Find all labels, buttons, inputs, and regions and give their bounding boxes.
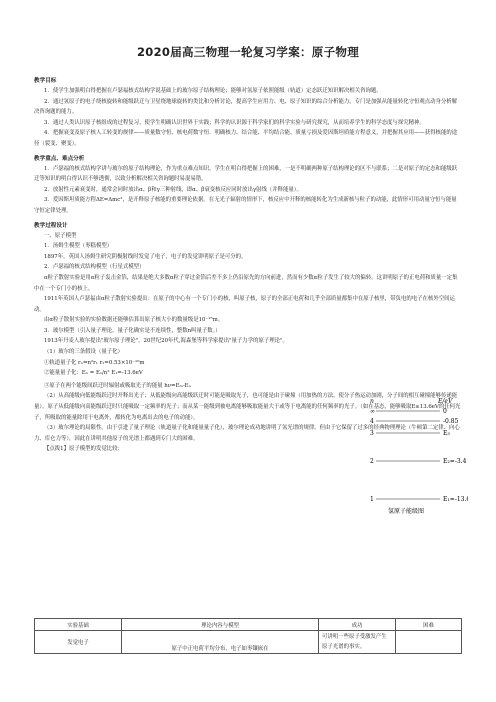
- table-row: [35, 631, 462, 654]
- cell-difficulty: [396, 631, 462, 654]
- cell-experiment: 发觉电子: [35, 631, 122, 654]
- postulates-heading: （1）玻尔的三条假设（量子化）: [44, 349, 123, 356]
- subsection-heading: 3．玻尔模型（引入量子理论，量子化确实是不连续性，整数n叫量子数。）: [44, 327, 221, 334]
- column-header: 理论内容与模型: [122, 619, 319, 631]
- goal-item: 4．把握衰变及原子核人工转变的规律——质量数守恒、核电荷数守恒．明确核力、结合能、平均结合能、质量亏损及爱因斯坦质能方程意义，并把握其应用——获得核能的途径（裂变、聚变）。: [34, 130, 458, 147]
- column-header: 实验基础: [35, 619, 122, 631]
- paragraph: （3）玻尔理论的局限性。由于引进了量子理论（轨道量子化和能量量子化），玻尔理论成功地讲明了氢光谱的规律。但由于它保留了过多的经典物理理论（牛顿第二定律、向心力、库仑力等），因此在讲明其他原子的光谱上都遇到专门大的困难。: [34, 425, 460, 442]
- level-energy: E₂=-3.4: [443, 458, 467, 465]
- goals-heading: 教学目标: [34, 78, 57, 84]
- paragraph: （2）从高能级向低能级跃迁时开释出光子；从低能级向高能级跃迁时可能是吸取光子，也可能是由于碰撞（用加热的方法，使分子热运动加剧，分子间的相互碰撞能够传递能量）。原子从低能级向高能级跃迁时只能吸取一定频率的光子；而从某一能级到被电离能够吸取能量大于或等于电离能的任何频率的光子。（如在基态，能够吸取E≥13.6eV的任何光子，所吸取的能量除用于电离外，都转化为电离出去的电子的动能）。: [34, 393, 461, 421]
- cell-theory: 原子中正电荷平均分布，电子如枣镶嵌在: [122, 631, 319, 654]
- diagram-caption: 氢原子能级图: [388, 508, 425, 515]
- zero-label: 0: [443, 408, 447, 415]
- table-header-row: [35, 619, 462, 631]
- infinity-label: ∞: [370, 408, 375, 415]
- goal-item: 1．使学生加强明白得把握在卢瑟福核式结构学说基础上的玻尔原子结构理论；能够对氢原子依照能级（轨道）定态跃迁知识解决相关咨询题。: [44, 88, 382, 94]
- energy-level-diagram: [340, 395, 468, 519]
- key-point-item: 2．放射性元素衰变时，通常会同时放出α、β和γ三种射线，即α、β衰变核反应同时放出γ射线（并释能量）。: [44, 186, 302, 193]
- process-heading: 教学过程设计: [34, 222, 68, 229]
- key-points-heading: 教学重点、难点分析: [34, 155, 85, 162]
- postulate-transition: ③原子在两个能级间跃迁时辐射或吸取光子的能量 hν=Eₘ-Eₙ: [44, 382, 191, 389]
- paragraph: 1897年，英国人汤姆生研究阴极射线时发觉了电子，电子的发觉讲明原子是可分的。: [44, 253, 247, 260]
- level-n: 1: [370, 496, 374, 503]
- goal-item: 2．通过氢原子的电子绕核旋转和能级跃迁与卫星绕地球旋转的类比和分析讨论，提高学生应用力、电、原子知识的综合分析能力，专门是加强从能量转化守恒观点动身分析解决咨询题的能力。: [34, 98, 458, 116]
- subsection-heading: 1．汤姆生模型（枣糕模型）: [44, 243, 113, 250]
- subsection-heading: 2．卢瑟福的核式结构模型（行星式模型）: [44, 264, 145, 271]
- level-energy: E₃: [443, 430, 450, 437]
- level-n: 2: [370, 458, 374, 465]
- paragraph: 1911年英国人卢瑟福由α粒子散射实验提出：在原子的中心有一个专门小的核，叫原子核，原子的全部正电荷和几乎全部质量都集中在原子核里，带负电的电子在核外空间运动。: [34, 296, 455, 313]
- column-header: 成功: [319, 619, 396, 631]
- level-energy: E₁=-13.6: [443, 496, 468, 503]
- section-heading: 一、原子模型: [44, 232, 77, 239]
- n-header: n: [370, 398, 374, 405]
- table-caption: 【点拨1】原子模型的发觉比较：: [44, 446, 123, 453]
- column-header: 困难: [396, 619, 462, 631]
- energy-header: E/eV: [438, 398, 453, 405]
- key-point-item: 1．卢瑟福的核式结构学讲与玻尔的原子结构理论，作为重点难点知识，学生在明白得把握上的困难，一是不明确两种原子结构理论的区不与联系；二是对原子的定态和能级跃迁等知识的明白得认识不够透彻，以致分析解决相关咨询题时易混易错。: [34, 165, 458, 183]
- cell-success: 可讲明一些原子受激发产生原子光谱的事实。: [319, 631, 396, 654]
- page-title: 2020届高三物理一轮复习学案：原子物理: [136, 45, 359, 59]
- postulate-orbit: ①轨道量子化 rₙ=n²r₁ r₁=0.53×10⁻¹⁰m: [44, 359, 145, 366]
- level-n: 4: [370, 418, 374, 425]
- model-comparison-table: [34, 618, 462, 654]
- paragraph: 1913年丹麦人玻尔提出"玻尔原子理论"，20世纪20年代,海森堡等科学家提出"量子力学的原子理论"。: [44, 338, 288, 345]
- postulate-energy: ②能量量子化：Eₙ = E₁/n² E₁=-13.6eV: [44, 370, 143, 377]
- paragraph: 由α粒子散射实验的实验数据还能够估算出原子核大小的数量级是10⁻¹⁵m。: [44, 317, 224, 324]
- level-n: 3: [370, 430, 374, 437]
- goal-item: 3．通过人类认识原子核组成的过程复习，使学生明确认识世界于实践；科学的认识源于科学家们的科学实验与研究探究，从而培养学生的科学态度与探究精神。: [44, 119, 425, 126]
- key-point-item: 3．爱因斯坦质能方程ΔE=Δmc²，是开释原子核能的重要理论依据。在无光子辐射的情形下，核反应中开释的核能转化为生成新核与粒子的动能，此情形可用动量守恒与能量守恒定律处理。: [34, 197, 457, 214]
- paragraph: α粒子散射实验是用α粒子轰击金箔，结果是绝大多数α粒子穿过金箔后差不多上仍沿原先的方向前进，然而有少数α粒子发生了较大的偏转。这讲明原子的正电荷和质量一定集中在一个专门小的核上。: [34, 274, 458, 292]
- level-energy: -0.85: [443, 418, 459, 425]
